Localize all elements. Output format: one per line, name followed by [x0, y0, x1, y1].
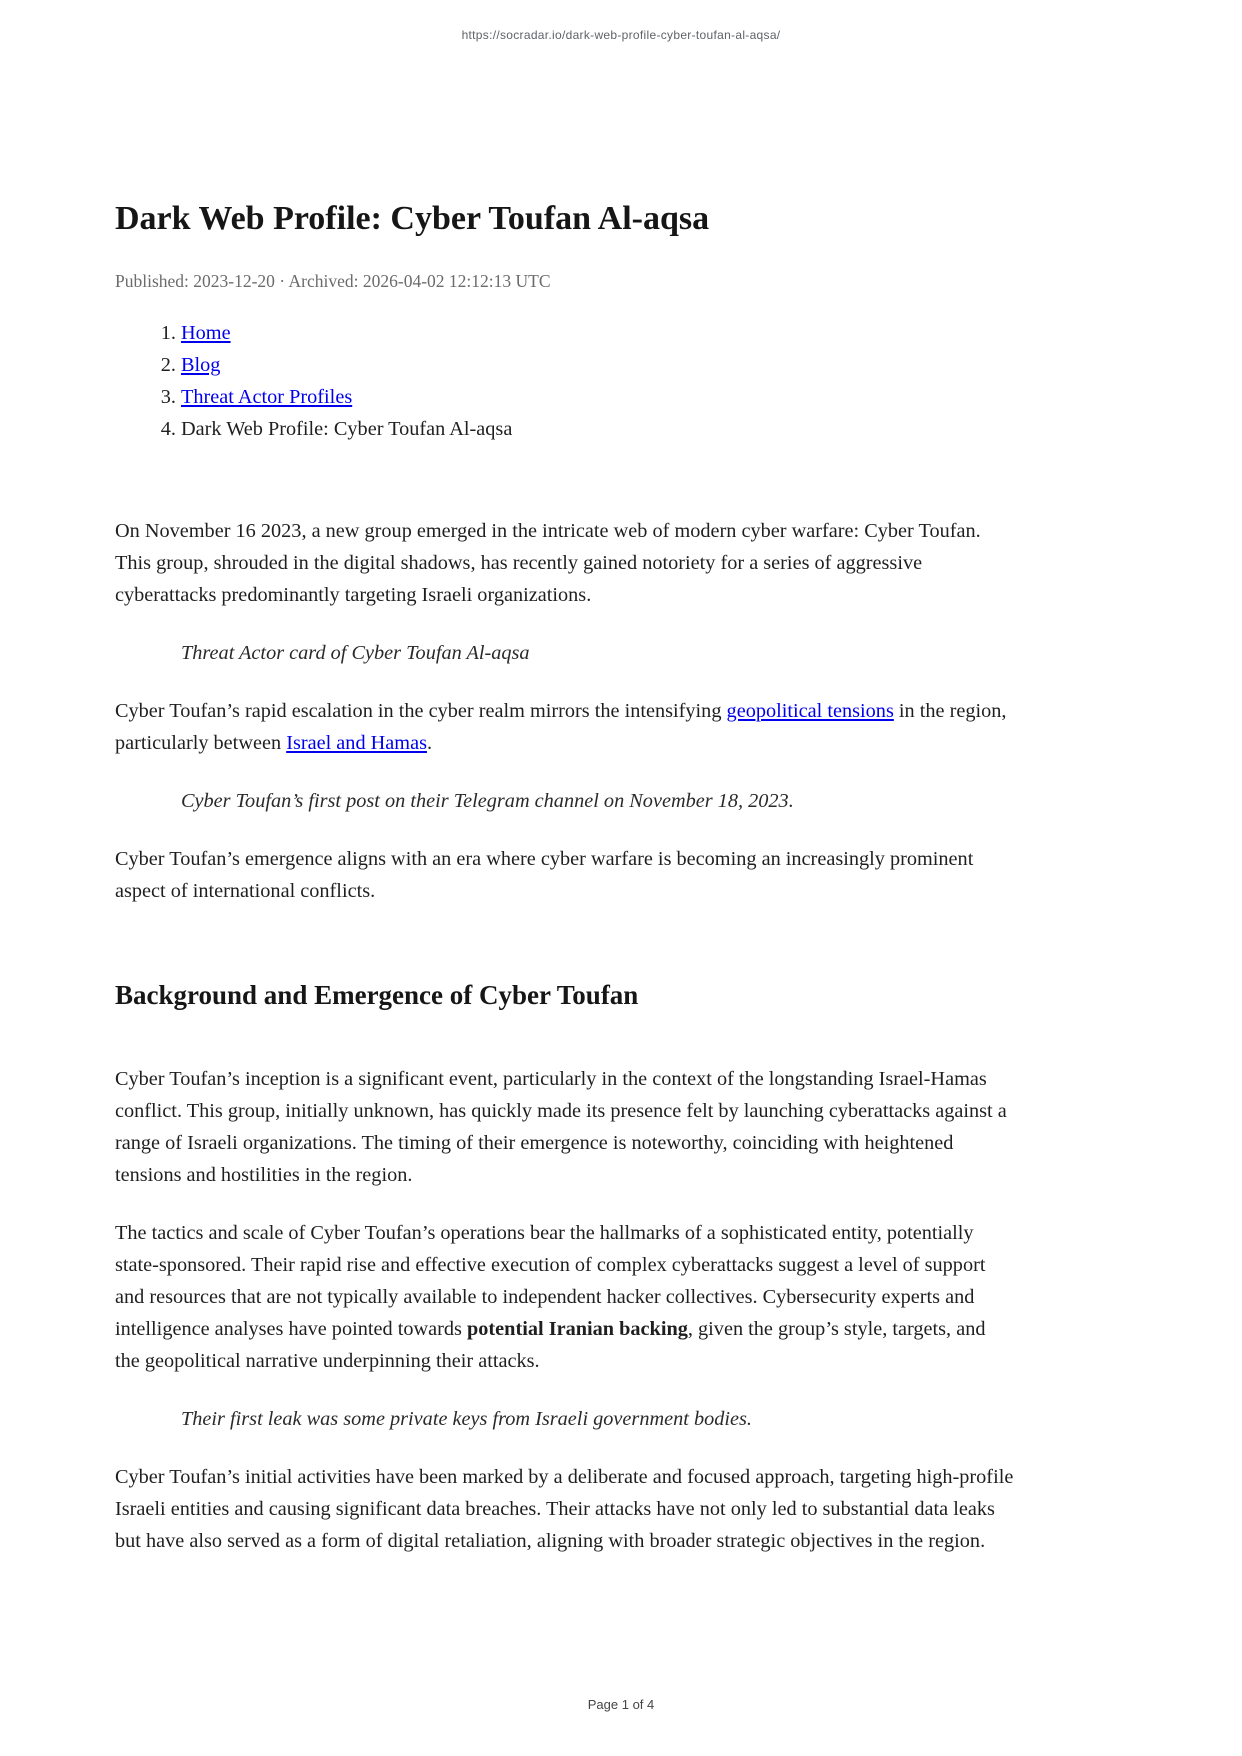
iranian-backing-bold-text: potential Iranian backing	[467, 1318, 688, 1341]
threat-actor-card-caption: Threat Actor card of Cyber Toufan Al-aqsa	[181, 642, 530, 664]
page-title: Dark Web Profile: Cyber Toufan Al-aqsa	[115, 200, 710, 237]
article	[115, 0, 1015, 1583]
breadcrumb-item-current-page	[181, 413, 1015, 445]
tactics-paragraph	[115, 1217, 1015, 1377]
breadcrumb-current-label: Dark Web Profile: Cyber Toufan Al-aqsa	[181, 418, 513, 440]
archived-url: https://socradar.io/dark-web-profile-cyber-toufan-al-aqsa/	[461, 28, 781, 42]
breadcrumb	[115, 317, 1015, 445]
emergence-paragraph: Cyber Toufan’s emergence aligns with an era where cyber warfare is becoming an increasingly prominent aspect of international conflicts.	[115, 848, 974, 902]
escalation-text-3: .	[426, 732, 433, 754]
israel-and-hamas-link[interactable]: Israel and Hamas	[286, 732, 427, 754]
breadcrumb-link-blog[interactable]: Blog	[181, 354, 221, 376]
section-heading-background: Background and Emergence of Cyber Toufan	[115, 980, 639, 1010]
breadcrumb-link-home[interactable]: Home	[181, 322, 231, 344]
tactics-text-2: , given the group’s style, targets, and the geopolitical narrative underpinning their attacks.	[115, 1318, 986, 1373]
escalation-text-2: in the region, particularly between	[115, 700, 1007, 754]
page-number-indicator: Page 1 of 4	[587, 1697, 655, 1712]
breadcrumb-item-home	[181, 317, 1015, 349]
background-paragraph: Cyber Toufan’s inception is a significant event, particularly in the context of the longstanding Israel-Hamas conflict. This group, initially unknown, has quickly made its presence felt by launching cyberattacks against a range of Israeli organizations. The timing of their emergence is noteworthy, coinciding with heightened tensions and hostilities in the region.	[115, 1068, 1007, 1187]
breadcrumb-item-threat-actor-profiles	[181, 381, 1015, 413]
first-leak-caption: Their first leak was some private keys from Israeli government bodies.	[181, 1408, 752, 1431]
escalation-text-1: Cyber Toufan’s rapid escalation in the cyber realm mirrors the intensifying	[115, 700, 727, 722]
breadcrumb-item-blog	[181, 349, 1015, 381]
initial-activities-paragraph: Cyber Toufan’s initial activities have been marked by a deliberate and focused approach, targeting high-profile Israeli entities and causing significant data breaches. Their attacks have not only led to substantial data leaks but have also served as a form of digital retaliation, aligning with broader strategic objectives in the region.	[115, 1466, 1014, 1553]
geopolitical-tensions-link[interactable]: geopolitical tensions	[726, 700, 894, 722]
telegram-post-caption: Cyber Toufan’s first post on their Telegram channel on November 18, 2023.	[181, 790, 794, 812]
breadcrumb-link-threat-actor-profiles[interactable]: Threat Actor Profiles	[181, 386, 353, 408]
intro-paragraph: On November 16 2023, a new group emerged in the intricate web of modern cyber warfare: Cyber Toufan. This group, shrouded in the digital shadows, has recently gained notoriety for a series of aggressive cyberattacks predominantly targeting Israeli organizations.	[115, 520, 981, 606]
publish-archive-meta: Published: 2023-12-20 · Archived: 2026-04-02 12:12:13 UTC	[115, 270, 551, 291]
escalation-paragraph	[115, 695, 1015, 759]
tactics-text-1: The tactics and scale of Cyber Toufan’s operations bear the hallmarks of a sophisticated entity, potentially state-sponsored. Their rapid rise and effective execution of complex cyberattacks suggest a level of support and resources that are not typically available to independent hacker collectives. Cybersecurity experts and intelligence analyses have pointed towards	[115, 1222, 986, 1341]
